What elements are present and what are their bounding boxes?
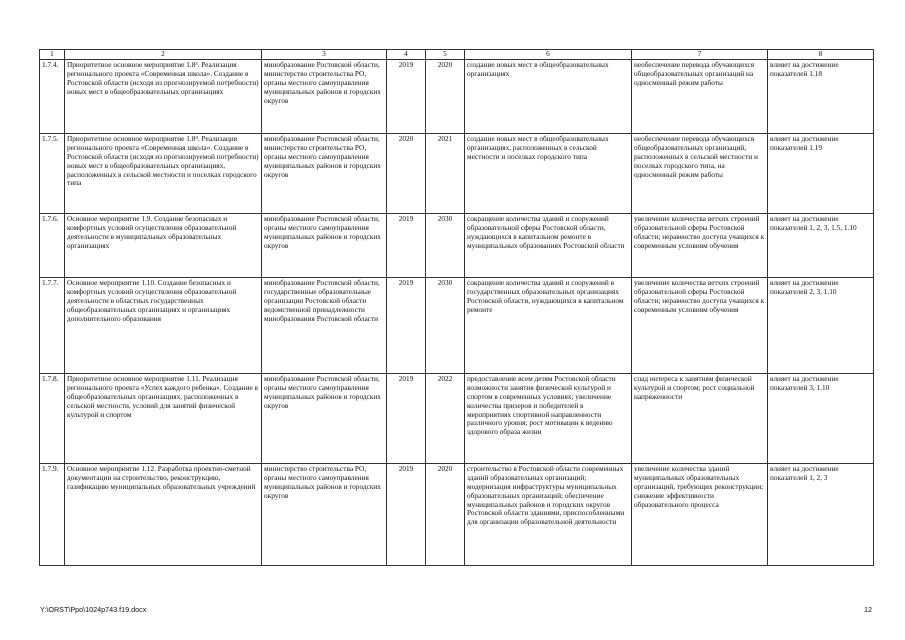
expected-result: предоставление всем детям Ростовской области возможности занятия физической культурой и спортом в современных условиях; увеличение количества призеров и победителей в мероприятиях спортивной направленности различного уровня; рост мотивации к ведению здорового образа жизни bbox=[465, 373, 632, 463]
indicator-link: влияет на достижение показателей 1, 2, 3 bbox=[768, 463, 874, 565]
consequence: спад интереса к занятиям физической культурой и спортом; рост социальной напряженности bbox=[632, 373, 768, 463]
row-number: 1.7.9. bbox=[40, 463, 65, 565]
table-row bbox=[40, 133, 874, 213]
header-row bbox=[40, 50, 874, 60]
executor: минобразование Ростовской области, государственные образовательные организации Ростовской области ведомственной принадлежности минобразования Ростовской области bbox=[262, 277, 387, 373]
start-year: 2020 bbox=[387, 133, 426, 213]
expected-result: сокращение количества зданий и сооружений образовательной сферы Ростовской области, нуждающихся в капитальном ремонте в муниципальных образованиях Ростовской области bbox=[465, 213, 632, 277]
table-row bbox=[40, 59, 874, 133]
column-header: 1 bbox=[40, 50, 65, 60]
executor: минобразование Ростовской области, органы местного самоуправления муниципальных районов и городских округов bbox=[262, 213, 387, 277]
column-header: 7 bbox=[632, 50, 768, 60]
table-row bbox=[40, 463, 874, 565]
column-header: 3 bbox=[262, 50, 387, 60]
end-year: 2020 bbox=[426, 59, 465, 133]
start-year: 2019 bbox=[387, 277, 426, 373]
row-number: 1.7.7. bbox=[40, 277, 65, 373]
row-number: 1.7.4. bbox=[40, 59, 65, 133]
expected-result: строительство в Ростовской области современных зданий образовательных организаций; модернизация инфраструктуры муниципальных образовательных организаций; обеспечение муниципальных районов и городских округов Ростовской области зданиями, приспособленными для организации образовательной деятельности bbox=[465, 463, 632, 565]
expected-result: создание новых мест в общеобразовательных организациях bbox=[465, 59, 632, 133]
measure-name: Основное мероприятие 1.12. Разработка проектно-сметной документации на строительство, реконструкцию, газификацию муниципальных образовательных учреждений bbox=[65, 463, 262, 565]
start-year: 2019 bbox=[387, 463, 426, 565]
indicator-link: влияет на достижение показателей 1, 2, 3, 1.5, 1.10 bbox=[768, 213, 874, 277]
row-number: 1.7.5. bbox=[40, 133, 65, 213]
file-path: Y:\ORST\Ppo\1024p743.f19.docx bbox=[40, 605, 147, 614]
end-year: 2030 bbox=[426, 213, 465, 277]
column-header: 5 bbox=[426, 50, 465, 60]
executor: минобразование Ростовской области, органы местного самоуправления муниципальных районов и городских округов bbox=[262, 373, 387, 463]
expected-result: создание новых мест в общеобразовательных организациях, расположенных в сельской местности и поселках городского типа bbox=[465, 133, 632, 213]
indicator-link: влияет на достижение показателей 2, 3, 1.10 bbox=[768, 277, 874, 373]
indicator-link: влияет на достижение показателей 1.18 bbox=[768, 59, 874, 133]
end-year: 2021 bbox=[426, 133, 465, 213]
executor: минобразование Ростовской области, министерство строительства РО, органы местного самоуправления муниципальных районов и городских округов bbox=[262, 133, 387, 213]
consequence: необеспечение перевода обучающихся общеобразовательных организаций, расположенных в сельской местности и поселках городского типа, на односменный режим работы bbox=[632, 133, 768, 213]
consequence: увеличение количества зданий муниципальных образовательных организаций, требующих реконструкции; снижение эффективности образовательного процесса bbox=[632, 463, 768, 565]
page-number: 12 bbox=[864, 605, 872, 614]
consequence: необеспечение перевода обучающихся общеобразовательных организаций на односменный режим работы bbox=[632, 59, 768, 133]
start-year: 2019 bbox=[387, 213, 426, 277]
program-table bbox=[39, 49, 874, 566]
table-row bbox=[40, 373, 874, 463]
table-row bbox=[40, 213, 874, 277]
indicator-link: влияет на достижение показателей 1.19 bbox=[768, 133, 874, 213]
column-header: 4 bbox=[387, 50, 426, 60]
executor: минобразование Ростовской области, министерство строительства РО, органы местного самоуправления муниципальных районов и городских округов bbox=[262, 59, 387, 133]
measure-name: Основное мероприятие 1.10. Создание безопасных и комфортных условий осуществления образовательной деятельности в областных государственных общеобразовательных организациях и организациях дополнительного образования bbox=[65, 277, 262, 373]
measure-name: Основное мероприятие 1.9. Создание безопасных и комфортных условий осуществления образовательной деятельности в муниципальных образовательных организациях bbox=[65, 213, 262, 277]
end-year: 2020 bbox=[426, 463, 465, 565]
expected-result: сокращение количества зданий и сооружений в государственных образовательных организациях Ростовской области, нуждающихся в капитальном ремонте bbox=[465, 277, 632, 373]
start-year: 2019 bbox=[387, 373, 426, 463]
indicator-link: влияет на достижение показателей 3, 1.10 bbox=[768, 373, 874, 463]
column-header: 6 bbox=[465, 50, 632, 60]
column-header: 2 bbox=[65, 50, 262, 60]
column-header: 8 bbox=[768, 50, 874, 60]
consequence: увеличение количества ветхих строений образовательной сферы Ростовской области; неравенство доступа учащихся к современным условиям обучения bbox=[632, 213, 768, 277]
table-row bbox=[40, 277, 874, 373]
executor: министерство строительства РО, органы местного самоуправления муниципальных районов и городских округов bbox=[262, 463, 387, 565]
end-year: 2030 bbox=[426, 277, 465, 373]
consequence: увеличение количества ветхих строений образовательной сферы Ростовской области; неравенство доступа учащихся к современным условиям обучения bbox=[632, 277, 768, 373]
measure-name: Приоритетное основное мероприятие 1.8⁴. Реализация регионального проекта «Современная школа». Создание в Ростовской области (исходя из прогнозируемой потребности) новых мест в общеобразовательных организациях, расположенных в сельской местности и поселках городского типа bbox=[65, 133, 262, 213]
row-number: 1.7.6. bbox=[40, 213, 65, 277]
measure-name: Приоритетное основное мероприятие 1.11. Реализация регионального проекта «Успех каждого ребенка». Создание в общеобразовательных организациях, расположенных в сельской местности, условий для занятий физической культурой и спортом bbox=[65, 373, 262, 463]
end-year: 2022 bbox=[426, 373, 465, 463]
measure-name: Приоритетное основное мероприятие 1.8³. Реализация регионального проекта «Современная школа». Создание в Ростовской области (исходя из прогнозируемой потребности) новых мест в общеобразовательных организациях bbox=[65, 59, 262, 133]
start-year: 2019 bbox=[387, 59, 426, 133]
row-number: 1.7.8. bbox=[40, 373, 65, 463]
